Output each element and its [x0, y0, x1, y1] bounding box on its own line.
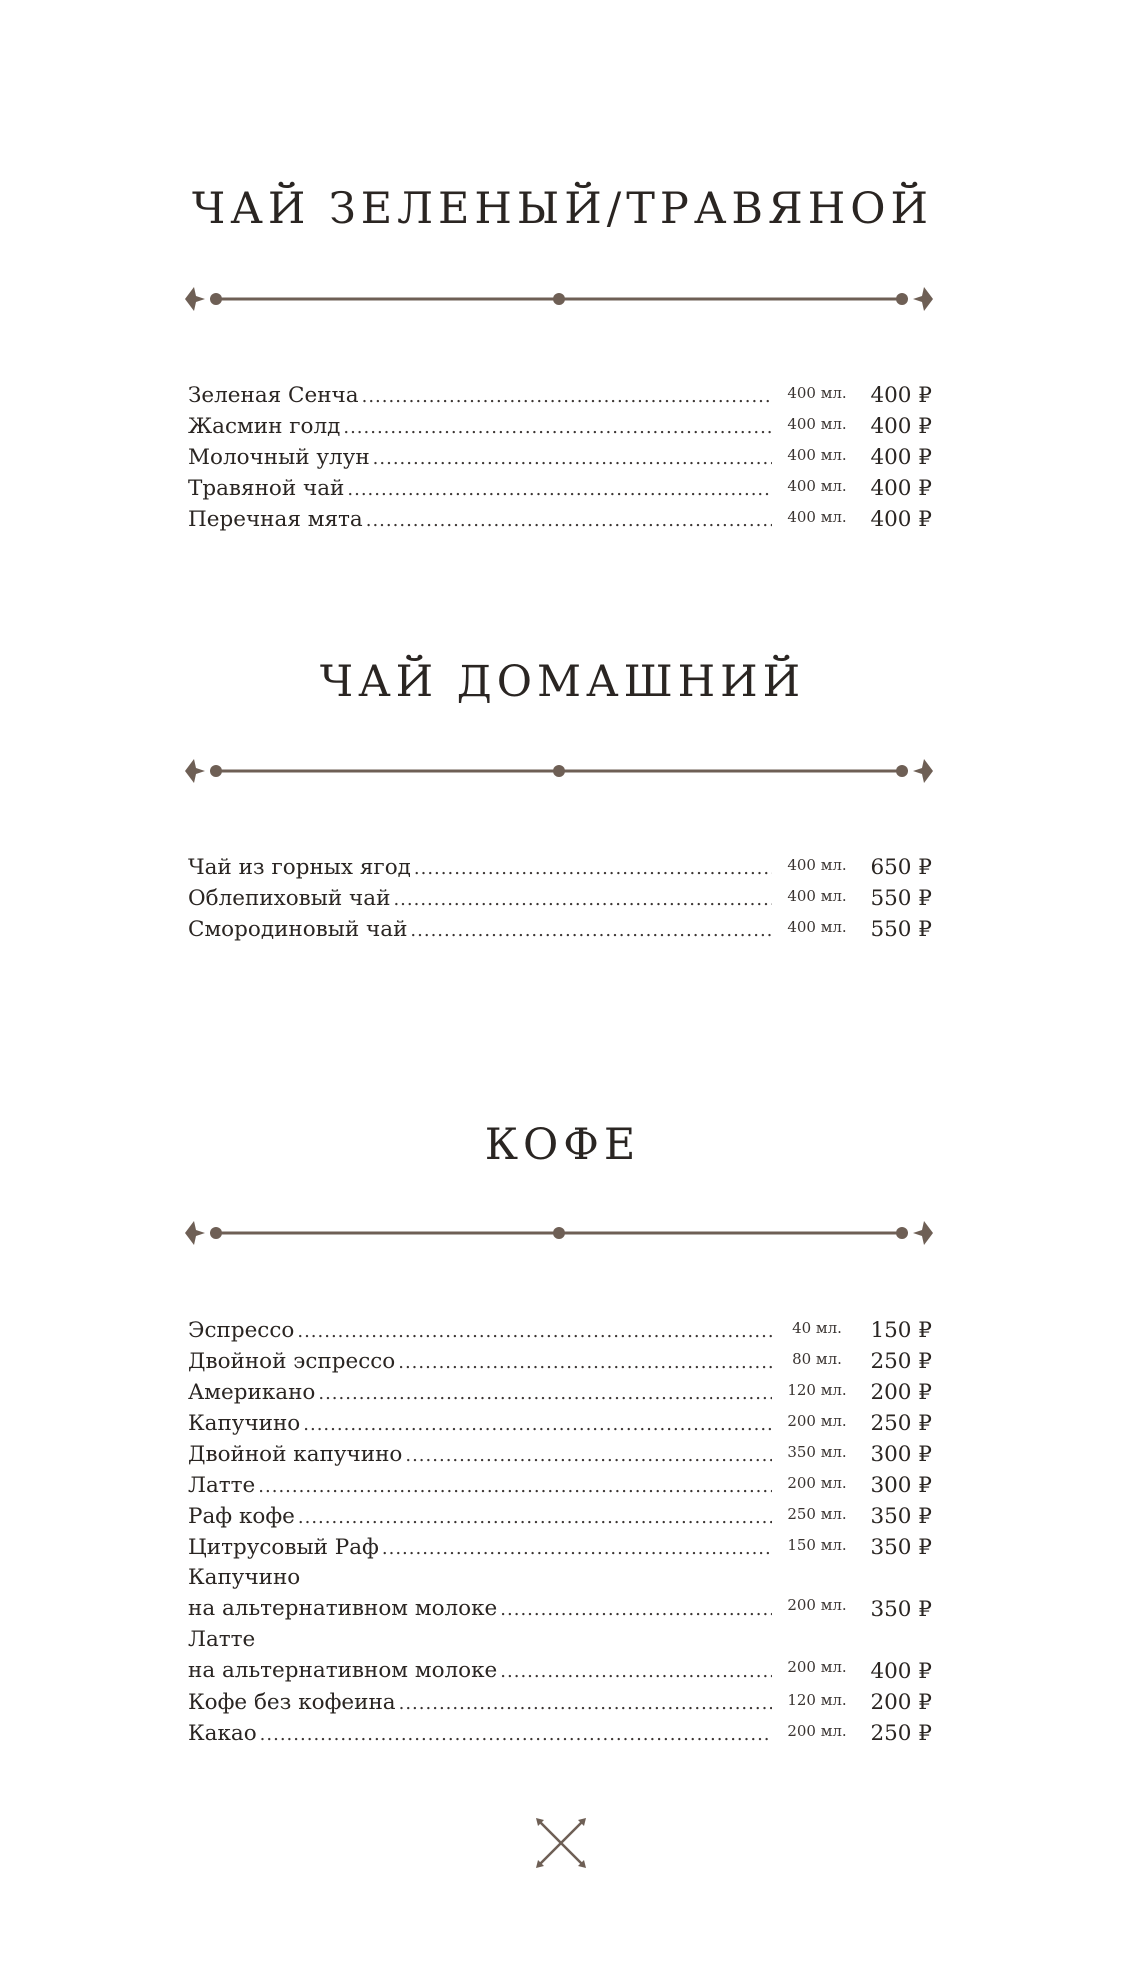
ornamental-divider-icon: [183, 754, 935, 788]
item-name: Цитрусовый Раф: [188, 1535, 379, 1560]
menu-list-green-tea: [188, 380, 932, 535]
item-price: 250 ₽: [870, 1411, 932, 1436]
dot-leader: [393, 884, 772, 915]
menu-item: [188, 380, 932, 411]
dot-leader: [260, 1719, 772, 1750]
item-volume: 250 мл.: [787, 1505, 847, 1523]
item-name: Двойной капучино: [188, 1442, 403, 1467]
item-volume: 400 мл.: [787, 477, 847, 495]
dot-leader: [399, 1688, 772, 1719]
item-volume: 400 мл.: [787, 446, 847, 464]
item-name: Зеленая Сенча: [188, 383, 359, 408]
item-name: Облепиховый чай: [188, 886, 391, 911]
dot-leader: [366, 505, 772, 536]
dot-leader: [500, 1594, 772, 1625]
item-price: 400 ₽: [870, 445, 932, 470]
item-volume: 200 мл.: [787, 1722, 847, 1740]
item-name: Двойной эспрессо: [188, 1349, 396, 1374]
dot-leader: [405, 1440, 772, 1471]
item-volume: 400 мл.: [787, 415, 847, 433]
menu-item: [188, 883, 932, 914]
menu-list-coffee: [188, 1315, 932, 1749]
item-volume: 400 мл.: [787, 384, 847, 402]
item-name: Смородиновый чай: [188, 917, 408, 942]
item-name-line2: на альтернативном молоке: [188, 1596, 498, 1621]
item-price: 350 ₽: [870, 1535, 932, 1560]
section-title-coffee: КОФЕ: [484, 1120, 641, 1170]
dot-leader: [343, 412, 772, 443]
dot-leader: [373, 443, 772, 474]
menu-item: [188, 411, 932, 442]
menu-item: [188, 1501, 932, 1532]
item-price: 400 ₽: [870, 476, 932, 501]
ornamental-divider-icon: [183, 1216, 935, 1250]
section-title-home-tea: ЧАЙ ДОМАШНИЙ: [319, 657, 806, 707]
item-price: 550 ₽: [870, 886, 932, 911]
menu-item: [188, 1408, 932, 1439]
item-volume: 400 мл.: [787, 856, 847, 874]
item-price: 350 ₽: [870, 1504, 932, 1529]
item-name: Жасмин голд: [188, 414, 341, 439]
dot-leader: [362, 381, 772, 412]
item-name: Раф кофе: [188, 1504, 295, 1529]
menu-item: [188, 1687, 932, 1718]
item-price: 550 ₽: [870, 917, 932, 942]
dot-leader: [382, 1533, 772, 1564]
dot-leader: [410, 915, 772, 946]
menu-item: [188, 1346, 932, 1377]
item-price: 200 ₽: [870, 1380, 932, 1405]
dot-leader: [414, 853, 772, 884]
item-volume: 400 мл.: [787, 918, 847, 936]
item-name: Травяной чай: [188, 476, 345, 501]
item-name: Какао: [188, 1721, 257, 1746]
menu-item: [188, 1563, 932, 1625]
menu-item: [188, 914, 932, 945]
item-name: Капучино: [188, 1411, 301, 1436]
crossed-arrows-icon: [532, 1814, 590, 1872]
item-volume: 400 мл.: [787, 508, 847, 526]
item-name: Американо: [188, 1380, 316, 1405]
item-volume: 40 мл.: [792, 1319, 842, 1337]
menu-item: [188, 442, 932, 473]
item-volume: 400 мл.: [787, 887, 847, 905]
item-name: Чай из горных ягод: [188, 855, 411, 880]
dot-leader: [500, 1656, 772, 1687]
item-price: 650 ₽: [870, 855, 932, 880]
item-price: 250 ₽: [870, 1349, 932, 1374]
item-price: 200 ₽: [870, 1690, 932, 1715]
menu-item: [188, 1625, 932, 1687]
dot-leader: [398, 1347, 772, 1378]
item-price: 350 ₽: [870, 1597, 932, 1622]
item-volume: 150 мл.: [787, 1536, 847, 1554]
item-volume: 350 мл.: [787, 1443, 847, 1461]
item-name: Латте: [188, 1473, 256, 1498]
menu-item: [188, 852, 932, 883]
menu-list-home-tea: [188, 852, 932, 945]
item-volume: 120 мл.: [787, 1691, 847, 1709]
dot-leader: [298, 1502, 772, 1533]
item-price: 250 ₽: [870, 1721, 932, 1746]
dot-leader: [258, 1471, 772, 1502]
item-volume: 80 мл.: [792, 1350, 842, 1368]
item-volume: 200 мл.: [787, 1658, 847, 1676]
item-price: 400 ₽: [870, 414, 932, 439]
item-name: Латте: [188, 1627, 256, 1652]
menu-item: [188, 473, 932, 504]
menu-item: [188, 1439, 932, 1470]
menu-item: [188, 504, 932, 535]
section-title-green-tea: ЧАЙ ЗЕЛЕНЫЙ/ТРАВЯНОЙ: [192, 184, 933, 234]
dot-leader: [303, 1409, 772, 1440]
ornamental-divider-icon: [183, 282, 935, 316]
menu-item: [188, 1532, 932, 1563]
dot-leader: [347, 474, 772, 505]
menu-item: [188, 1377, 932, 1408]
item-name: Перечная мята: [188, 507, 363, 532]
item-price: 300 ₽: [870, 1442, 932, 1467]
item-volume: 200 мл.: [787, 1412, 847, 1430]
item-name: Капучино: [188, 1565, 301, 1590]
item-price: 300 ₽: [870, 1473, 932, 1498]
item-name: Молочный улун: [188, 445, 370, 470]
dot-leader: [318, 1378, 772, 1409]
menu-item: [188, 1470, 932, 1501]
menu-item: [188, 1315, 932, 1346]
item-volume: 200 мл.: [787, 1596, 847, 1614]
item-price: 150 ₽: [870, 1318, 932, 1343]
item-price: 400 ₽: [870, 507, 932, 532]
item-volume: 120 мл.: [787, 1381, 847, 1399]
menu-item: [188, 1718, 932, 1749]
item-name: Эспрессо: [188, 1318, 295, 1343]
item-volume: 200 мл.: [787, 1474, 847, 1492]
dot-leader: [297, 1316, 772, 1347]
item-price: 400 ₽: [870, 383, 932, 408]
item-price: 400 ₽: [870, 1659, 932, 1684]
item-name-line2: на альтернативном молоке: [188, 1658, 498, 1683]
item-name: Кофе без кофеина: [188, 1690, 396, 1715]
